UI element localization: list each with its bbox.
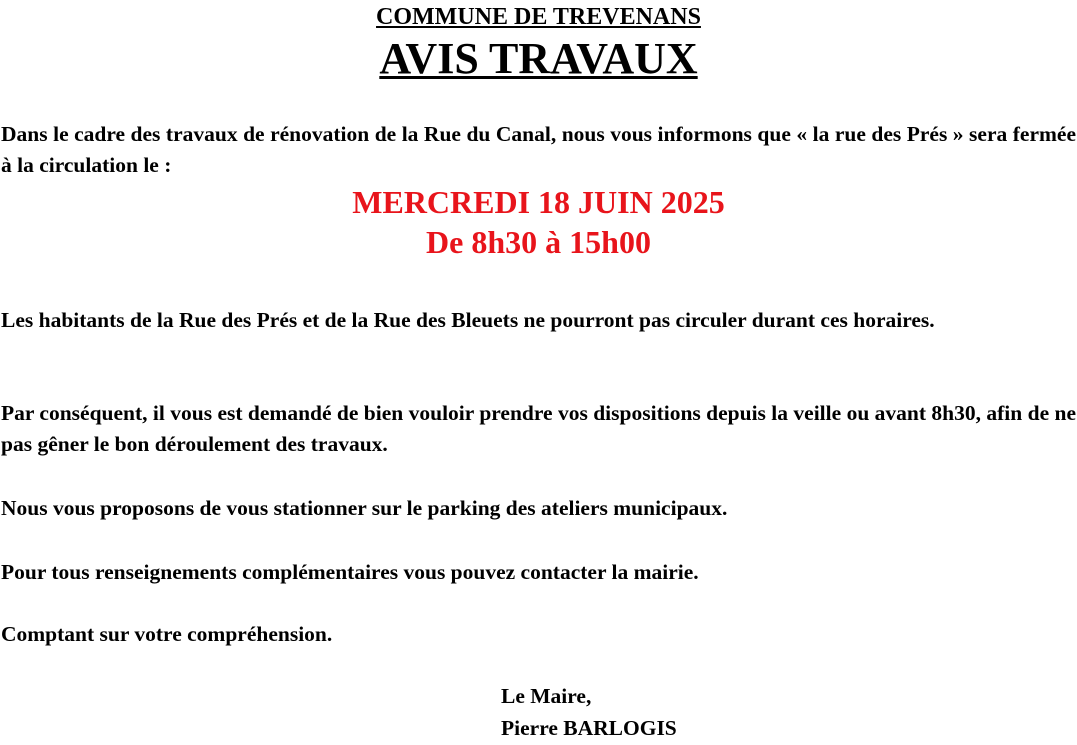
commune-heading: COMMUNE DE TREVENANS — [376, 4, 701, 30]
residents-paragraph: Les habitants de la Rue des Prés et de la Rue des Bleuets ne pourront pas circuler durant ces horaires. — [1, 308, 935, 332]
notice-title: AVIS TRAVAUX — [379, 34, 698, 83]
signature-role: Le Maire, — [501, 684, 592, 708]
intro-paragraph: Dans le cadre des travaux de rénovation de la Rue du Canal, nous vous informons que « la rue des Prés » sera fermée à la circulation le : — [1, 122, 1076, 177]
closing-paragraph: Comptant sur votre compréhension. — [1, 622, 333, 646]
consequence-paragraph: Par conséquent, il vous est demandé de bien vouloir prendre vos dispositions depuis la veille ou avant 8h30, afin de ne pas gêner le bon déroulement des travaux. — [1, 401, 1076, 456]
closure-date: MERCREDI 18 JUIN 2025 — [352, 184, 725, 220]
closure-hours: De 8h30 à 15h00 — [426, 224, 651, 260]
contact-paragraph: Pour tous renseignements complémentaires vous pouvez contacter la mairie. — [1, 560, 699, 584]
signature-name: Pierre BARLOGIS — [501, 716, 677, 740]
parking-paragraph: Nous vous proposons de vous stationner sur le parking des ateliers municipaux. — [1, 496, 728, 520]
